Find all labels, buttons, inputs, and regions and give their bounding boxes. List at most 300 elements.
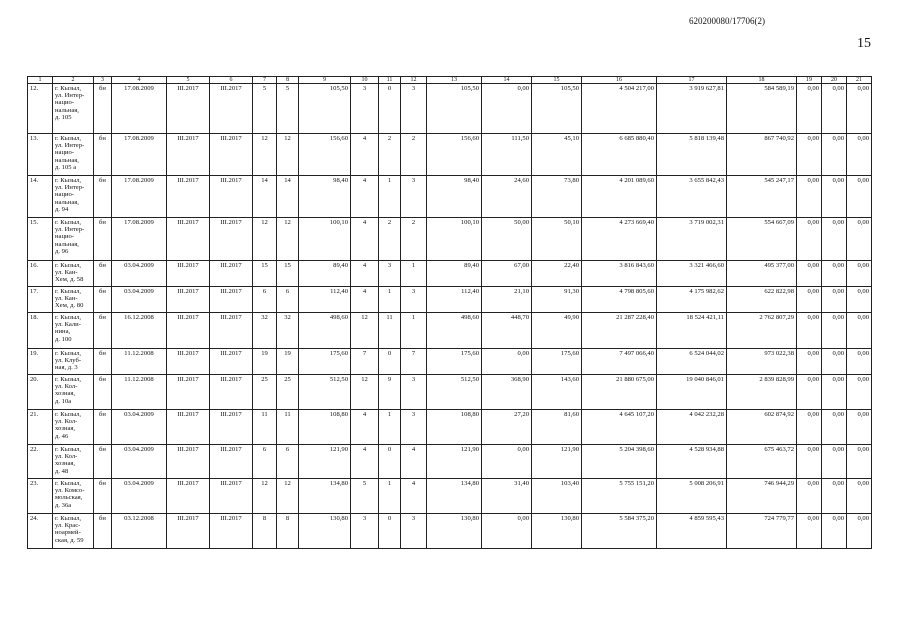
table-cell: 11 bbox=[253, 410, 277, 445]
table-cell: 973 022,38 bbox=[727, 349, 797, 375]
table-cell: 4 bbox=[351, 261, 379, 287]
table-cell: 7 497 066,40 bbox=[582, 349, 657, 375]
table-cell: 4 175 982,62 bbox=[657, 287, 727, 313]
table-cell: 12 bbox=[253, 479, 277, 514]
table-cell: 0,00 bbox=[482, 349, 532, 375]
table-cell: 2 bbox=[379, 218, 401, 261]
table-cell: 18. bbox=[28, 313, 53, 349]
table-row bbox=[28, 313, 872, 349]
table-cell: III.2017 bbox=[210, 349, 253, 375]
table-cell: 0,00 bbox=[822, 287, 847, 313]
table-cell: III.2017 bbox=[167, 261, 210, 287]
table-cell: 14 bbox=[277, 176, 299, 218]
table-cell: г. Кызыл, ул. Кол- хозная, д. 10а bbox=[53, 375, 94, 410]
table-cell: 15. bbox=[28, 218, 53, 261]
table-cell: 4 042 232,28 bbox=[657, 410, 727, 445]
table-header-row bbox=[28, 77, 872, 84]
table-cell: III.2017 bbox=[210, 287, 253, 313]
table-cell: 25 bbox=[277, 375, 299, 410]
table-cell: 12 bbox=[351, 313, 379, 349]
table-cell: 4 bbox=[351, 176, 379, 218]
table-cell: 12 bbox=[253, 218, 277, 261]
table-cell: 11 bbox=[277, 410, 299, 445]
table-cell: 13. bbox=[28, 134, 53, 176]
table-cell: г. Кызыл, ул. Интер- нацио- нальная, д. 96 bbox=[53, 218, 94, 261]
table-cell: 3 bbox=[401, 375, 427, 410]
table-cell: 0,00 bbox=[822, 349, 847, 375]
table-cell: 0,00 bbox=[822, 134, 847, 176]
table-cell: III.2017 bbox=[210, 375, 253, 410]
table-cell: 0 bbox=[379, 349, 401, 375]
table-cell: бн bbox=[94, 445, 112, 479]
table-row bbox=[28, 349, 872, 375]
table-cell: бн bbox=[94, 410, 112, 445]
table-cell: 91,30 bbox=[532, 287, 582, 313]
table-cell: 105,50 bbox=[532, 84, 582, 134]
table-cell: 175,60 bbox=[299, 349, 351, 375]
table-cell: 8 bbox=[277, 514, 299, 549]
table-cell: 4 201 089,60 bbox=[582, 176, 657, 218]
table-cell: 0,00 bbox=[847, 479, 872, 514]
table-cell: 3 bbox=[401, 287, 427, 313]
table-cell: 0 bbox=[379, 84, 401, 134]
table-cell: г. Кызыл, ул. Комсо- мольская, д. 36а bbox=[53, 479, 94, 514]
table-cell: 03.12.2008 bbox=[112, 514, 167, 549]
table-cell: 12 bbox=[253, 134, 277, 176]
table-row bbox=[28, 514, 872, 549]
table-cell: 14 bbox=[253, 176, 277, 218]
table-cell: III.2017 bbox=[210, 84, 253, 134]
table-cell: 0,00 bbox=[797, 375, 822, 410]
table-cell: г. Кызыл, ул. Кол- хозная, д. 46 bbox=[53, 410, 94, 445]
table-cell: г. Кызыл, ул. Интер- нацио- нальная, д. 105 а bbox=[53, 134, 94, 176]
table-cell: 11.12.2008 bbox=[112, 375, 167, 410]
table-cell: 21 880 675,00 bbox=[582, 375, 657, 410]
table-cell: 89,40 bbox=[299, 261, 351, 287]
table-cell: 746 944,29 bbox=[727, 479, 797, 514]
table-row bbox=[28, 410, 872, 445]
table-cell: 89,40 bbox=[427, 261, 482, 287]
table-cell: 21 287 228,40 bbox=[582, 313, 657, 349]
table-cell: 03.04.2009 bbox=[112, 261, 167, 287]
table-cell: 0 bbox=[379, 514, 401, 549]
column-header: 9 bbox=[299, 77, 351, 84]
table-cell: 867 740,92 bbox=[727, 134, 797, 176]
table-cell: 03.04.2009 bbox=[112, 479, 167, 514]
table-cell: бн bbox=[94, 514, 112, 549]
table-cell: 0,00 bbox=[822, 445, 847, 479]
column-header: 8 bbox=[277, 77, 299, 84]
table-cell: 22,40 bbox=[532, 261, 582, 287]
column-header: 3 bbox=[94, 77, 112, 84]
table-cell: 3 bbox=[351, 84, 379, 134]
table-cell: III.2017 bbox=[167, 445, 210, 479]
table-cell: 11 bbox=[379, 313, 401, 349]
table-cell: 6 bbox=[253, 287, 277, 313]
table-cell: 67,00 bbox=[482, 261, 532, 287]
table-cell: 111,50 bbox=[482, 134, 532, 176]
table-cell: 100,10 bbox=[427, 218, 482, 261]
table-cell: 108,80 bbox=[299, 410, 351, 445]
table-cell: 98,40 bbox=[427, 176, 482, 218]
table-cell: 23. bbox=[28, 479, 53, 514]
column-header: 7 bbox=[253, 77, 277, 84]
table-cell: 0,00 bbox=[482, 84, 532, 134]
table-cell: 3 bbox=[379, 261, 401, 287]
table-cell: 0,00 bbox=[822, 410, 847, 445]
table-cell: III.2017 bbox=[167, 218, 210, 261]
table-cell: 0,00 bbox=[797, 261, 822, 287]
table-cell: 19 bbox=[253, 349, 277, 375]
table-cell: 7 bbox=[351, 349, 379, 375]
table-cell: 0,00 bbox=[797, 349, 822, 375]
table-cell: 11.12.2008 bbox=[112, 349, 167, 375]
table-cell: 3 816 843,60 bbox=[582, 261, 657, 287]
table-row bbox=[28, 261, 872, 287]
table-cell: бн bbox=[94, 479, 112, 514]
table-cell: 156,60 bbox=[427, 134, 482, 176]
table-cell: 16. bbox=[28, 261, 53, 287]
table-cell: 1 bbox=[401, 313, 427, 349]
table-cell: 448,70 bbox=[482, 313, 532, 349]
table-cell: 6 685 880,40 bbox=[582, 134, 657, 176]
table-cell: 4 bbox=[401, 445, 427, 479]
table-cell: 0,00 bbox=[847, 445, 872, 479]
table-cell: г. Кызыл, ул. Кол- хозная, д. 48 bbox=[53, 445, 94, 479]
table-cell: 12. bbox=[28, 84, 53, 134]
column-header: 13 bbox=[427, 77, 482, 84]
table-cell: бн bbox=[94, 218, 112, 261]
table-cell: 495 377,00 bbox=[727, 261, 797, 287]
table-cell: III.2017 bbox=[167, 410, 210, 445]
table-cell: 3 655 842,43 bbox=[657, 176, 727, 218]
table-cell: 81,60 bbox=[532, 410, 582, 445]
table-cell: 12 bbox=[277, 134, 299, 176]
table-cell: 50,00 bbox=[482, 218, 532, 261]
table-cell: 0,00 bbox=[847, 134, 872, 176]
column-header: 20 bbox=[822, 77, 847, 84]
table-cell: 4 bbox=[351, 218, 379, 261]
column-header: 15 bbox=[532, 77, 582, 84]
table-cell: III.2017 bbox=[210, 176, 253, 218]
table-cell: 27,20 bbox=[482, 410, 532, 445]
table-cell: III.2017 bbox=[210, 410, 253, 445]
table-cell: 15 bbox=[253, 261, 277, 287]
column-header: 5 bbox=[167, 77, 210, 84]
table-cell: 675 463,72 bbox=[727, 445, 797, 479]
table-cell: 3 321 466,60 bbox=[657, 261, 727, 287]
table-cell: 103,40 bbox=[532, 479, 582, 514]
table-cell: 98,40 bbox=[299, 176, 351, 218]
table-cell: 108,80 bbox=[427, 410, 482, 445]
table-cell: 100,10 bbox=[299, 218, 351, 261]
table-cell: бн bbox=[94, 134, 112, 176]
table-cell: 12 bbox=[351, 375, 379, 410]
table-cell: 0,00 bbox=[822, 176, 847, 218]
table-cell: 3 bbox=[401, 84, 427, 134]
table-cell: 14. bbox=[28, 176, 53, 218]
table-cell: 50,10 bbox=[532, 218, 582, 261]
table-cell: г. Кызыл, ул. Кан- Хем, д. 80 bbox=[53, 287, 94, 313]
table-cell: 3 bbox=[401, 410, 427, 445]
table-cell: 49,90 bbox=[532, 313, 582, 349]
column-header: 1 bbox=[28, 77, 53, 84]
table-cell: 3 bbox=[401, 176, 427, 218]
table-cell: 0,00 bbox=[797, 134, 822, 176]
table-cell: 622 822,98 bbox=[727, 287, 797, 313]
table-cell: г. Кызыл, ул. Интер- нацио- нальная, д. 94 bbox=[53, 176, 94, 218]
table-row bbox=[28, 287, 872, 313]
table-cell: 175,60 bbox=[532, 349, 582, 375]
table-cell: г. Кызыл, ул. Кали- нина, д. 100 bbox=[53, 313, 94, 349]
table-row bbox=[28, 218, 872, 261]
table-cell: 0,00 bbox=[482, 514, 532, 549]
table-cell: 24. bbox=[28, 514, 53, 549]
table-cell: 18 524 421,11 bbox=[657, 313, 727, 349]
table-row bbox=[28, 176, 872, 218]
table-cell: 554 667,09 bbox=[727, 218, 797, 261]
table-cell: 6 524 044,02 bbox=[657, 349, 727, 375]
table-cell: 0,00 bbox=[797, 84, 822, 134]
table-cell: 0,00 bbox=[847, 261, 872, 287]
table-cell: 121,90 bbox=[427, 445, 482, 479]
table-row bbox=[28, 375, 872, 410]
table-cell: 03.04.2009 bbox=[112, 287, 167, 313]
table-cell: 0,00 bbox=[797, 479, 822, 514]
column-header: 21 bbox=[847, 77, 872, 84]
table-cell: 0,00 bbox=[797, 445, 822, 479]
table-cell: 4 273 669,40 bbox=[582, 218, 657, 261]
table-cell: бн bbox=[94, 349, 112, 375]
table-cell: 602 874,92 bbox=[727, 410, 797, 445]
table-cell: 17.08.2009 bbox=[112, 84, 167, 134]
table-cell: 03.04.2009 bbox=[112, 445, 167, 479]
table-cell: 156,60 bbox=[299, 134, 351, 176]
table-cell: 112,40 bbox=[427, 287, 482, 313]
table-cell: III.2017 bbox=[210, 514, 253, 549]
table-cell: г. Кызыл, ул. Интер- нацио- нальная, д. 105 bbox=[53, 84, 94, 134]
table-cell: 19 bbox=[277, 349, 299, 375]
table-cell: 0,00 bbox=[847, 84, 872, 134]
table-row bbox=[28, 479, 872, 514]
table-cell: 4 bbox=[351, 445, 379, 479]
table-cell: 25 bbox=[253, 375, 277, 410]
data-table bbox=[27, 76, 872, 549]
table-cell: 175,60 bbox=[427, 349, 482, 375]
table-cell: 0,00 bbox=[847, 514, 872, 549]
table-cell: III.2017 bbox=[210, 313, 253, 349]
table-cell: 17. bbox=[28, 287, 53, 313]
table-cell: 0,00 bbox=[847, 375, 872, 410]
table-cell: 19. bbox=[28, 349, 53, 375]
table-cell: 368,90 bbox=[482, 375, 532, 410]
table-cell: 0,00 bbox=[797, 410, 822, 445]
table-cell: 0,00 bbox=[847, 176, 872, 218]
table-cell: 12 bbox=[277, 479, 299, 514]
table-cell: 31,40 bbox=[482, 479, 532, 514]
table-cell: 4 bbox=[351, 134, 379, 176]
table-cell: 5 204 398,60 bbox=[582, 445, 657, 479]
document-id: 620200080/17706(2) bbox=[689, 16, 765, 26]
table-cell: 0,00 bbox=[822, 261, 847, 287]
page-number: 15 bbox=[857, 36, 871, 51]
table-cell: III.2017 bbox=[167, 514, 210, 549]
table-cell: 17.08.2009 bbox=[112, 176, 167, 218]
column-header: 4 bbox=[112, 77, 167, 84]
table-cell: 45,10 bbox=[532, 134, 582, 176]
column-header: 19 bbox=[797, 77, 822, 84]
table-cell: 584 589,19 bbox=[727, 84, 797, 134]
table-cell: 134,80 bbox=[427, 479, 482, 514]
table-row bbox=[28, 84, 872, 134]
table-cell: 5 008 206,91 bbox=[657, 479, 727, 514]
table-cell: бн bbox=[94, 287, 112, 313]
table-cell: 19 040 846,01 bbox=[657, 375, 727, 410]
table-cell: 8 bbox=[253, 514, 277, 549]
table-cell: 9 bbox=[379, 375, 401, 410]
table-cell: 4 645 107,20 bbox=[582, 410, 657, 445]
column-header: 10 bbox=[351, 77, 379, 84]
table-cell: 0,00 bbox=[482, 445, 532, 479]
table-cell: 4 bbox=[351, 287, 379, 313]
table-cell: 1 bbox=[401, 261, 427, 287]
column-header: 12 bbox=[401, 77, 427, 84]
table-cell: 0,00 bbox=[797, 176, 822, 218]
table-cell: 4 504 217,00 bbox=[582, 84, 657, 134]
table-cell: 1 bbox=[379, 287, 401, 313]
table-cell: 143,60 bbox=[532, 375, 582, 410]
table-cell: 4 bbox=[401, 479, 427, 514]
table-cell: 130,80 bbox=[532, 514, 582, 549]
table-cell: 5 584 375,20 bbox=[582, 514, 657, 549]
table-cell: 0,00 bbox=[822, 514, 847, 549]
table-cell: 5 755 151,20 bbox=[582, 479, 657, 514]
table-cell: 3 919 627,81 bbox=[657, 84, 727, 134]
table-cell: 0,00 bbox=[847, 410, 872, 445]
table-cell: 6 bbox=[277, 287, 299, 313]
table-cell: бн bbox=[94, 84, 112, 134]
table-cell: III.2017 bbox=[167, 176, 210, 218]
table-cell: 498,60 bbox=[299, 313, 351, 349]
table-cell: III.2017 bbox=[167, 134, 210, 176]
column-header: 6 bbox=[210, 77, 253, 84]
table-cell: бн bbox=[94, 176, 112, 218]
table-cell: 5 bbox=[351, 479, 379, 514]
table-cell: 03.04.2009 bbox=[112, 410, 167, 445]
table-cell: 6 bbox=[277, 445, 299, 479]
table-cell: 121,90 bbox=[299, 445, 351, 479]
table-row bbox=[28, 445, 872, 479]
table-cell: 4 859 595,43 bbox=[657, 514, 727, 549]
table-cell: 498,60 bbox=[427, 313, 482, 349]
table-cell: III.2017 bbox=[210, 261, 253, 287]
table-cell: III.2017 bbox=[210, 445, 253, 479]
table-cell: 130,80 bbox=[299, 514, 351, 549]
table-cell: 6 bbox=[253, 445, 277, 479]
table-cell: 121,90 bbox=[532, 445, 582, 479]
table-cell: бн bbox=[94, 313, 112, 349]
table-cell: 0,00 bbox=[847, 349, 872, 375]
table-cell: 0,00 bbox=[822, 313, 847, 349]
table-cell: 5 818 139,48 bbox=[657, 134, 727, 176]
table-cell: III.2017 bbox=[167, 287, 210, 313]
table-cell: 0,00 bbox=[797, 313, 822, 349]
table-cell: 0,00 bbox=[797, 218, 822, 261]
table-cell: 0,00 bbox=[797, 514, 822, 549]
column-header: 2 bbox=[53, 77, 94, 84]
table-cell: 105,50 bbox=[299, 84, 351, 134]
table-cell: 0,00 bbox=[822, 375, 847, 410]
table-cell: 17.08.2009 bbox=[112, 134, 167, 176]
table-cell: 0,00 bbox=[847, 313, 872, 349]
table-cell: 15 bbox=[277, 261, 299, 287]
table-cell: 22. bbox=[28, 445, 53, 479]
column-header: 18 bbox=[727, 77, 797, 84]
table-cell: 2 bbox=[379, 134, 401, 176]
table-cell: 0 bbox=[379, 445, 401, 479]
table-cell: 545 247,17 bbox=[727, 176, 797, 218]
table-cell: 1 bbox=[379, 176, 401, 218]
table-cell: III.2017 bbox=[167, 479, 210, 514]
table-cell: 5 bbox=[277, 84, 299, 134]
table-row bbox=[28, 134, 872, 176]
table-cell: 20. bbox=[28, 375, 53, 410]
table-cell: 724 779,77 bbox=[727, 514, 797, 549]
table-cell: 5 bbox=[253, 84, 277, 134]
table-cell: 0,00 bbox=[847, 287, 872, 313]
table-cell: 24,60 bbox=[482, 176, 532, 218]
table-cell: 32 bbox=[253, 313, 277, 349]
table-cell: III.2017 bbox=[167, 349, 210, 375]
table-cell: 0,00 bbox=[847, 218, 872, 261]
table-cell: бн bbox=[94, 375, 112, 410]
table-cell: 134,80 bbox=[299, 479, 351, 514]
table-cell: 105,50 bbox=[427, 84, 482, 134]
table-cell: 130,80 bbox=[427, 514, 482, 549]
table-cell: бн bbox=[94, 261, 112, 287]
table-cell: III.2017 bbox=[167, 313, 210, 349]
table-cell: 3 bbox=[401, 514, 427, 549]
table-cell: 1 bbox=[379, 479, 401, 514]
table-cell: 2 bbox=[401, 134, 427, 176]
table-cell: 17.08.2009 bbox=[112, 218, 167, 261]
column-header: 17 bbox=[657, 77, 727, 84]
table-cell: 0,00 bbox=[822, 218, 847, 261]
table-cell: г. Кызыл, ул. Клуб- ная, д. 3 bbox=[53, 349, 94, 375]
column-header: 14 bbox=[482, 77, 532, 84]
table-cell: 1 bbox=[379, 410, 401, 445]
table-cell: 512,50 bbox=[427, 375, 482, 410]
table-cell: 12 bbox=[277, 218, 299, 261]
table-cell: 73,80 bbox=[532, 176, 582, 218]
table-cell: 4 798 805,60 bbox=[582, 287, 657, 313]
table-cell: 7 bbox=[401, 349, 427, 375]
table-cell: г. Кызыл, ул. Крас- ноармей- ская, д. 59 bbox=[53, 514, 94, 549]
table-cell: 0,00 bbox=[822, 479, 847, 514]
table-cell: III.2017 bbox=[210, 218, 253, 261]
table-cell: 512,50 bbox=[299, 375, 351, 410]
table-cell: 3 719 002,31 bbox=[657, 218, 727, 261]
table-cell: 3 bbox=[351, 514, 379, 549]
table-cell: 0,00 bbox=[822, 84, 847, 134]
table-cell: III.2017 bbox=[167, 375, 210, 410]
table-cell: 2 839 828,99 bbox=[727, 375, 797, 410]
table-cell: 2 bbox=[401, 218, 427, 261]
table-cell: III.2017 bbox=[210, 479, 253, 514]
table-cell: 112,40 bbox=[299, 287, 351, 313]
table-cell: 16.12.2008 bbox=[112, 313, 167, 349]
table-cell: 21. bbox=[28, 410, 53, 445]
